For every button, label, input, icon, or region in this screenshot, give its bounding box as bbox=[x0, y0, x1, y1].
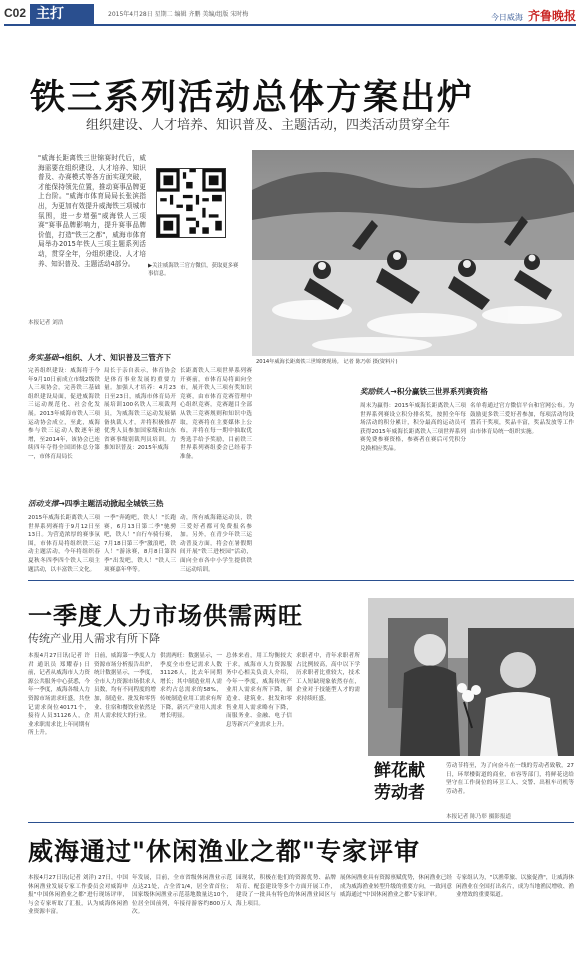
story1-lead: "威海长距离铁三世锦赛时代后，威海需要在组织建设、人才培养、知识普及、办赛模式等各方面实现突破，才能保持领先位置，推动赛事品牌更上台阶。"威海市体育局局长张滨指出，为更加有效提升威海铁三项城市氛围，进一步增强"威海铁人三项赛"赛事品牌影响力，提升赛事品牌价值，打造"铁三之都"，威海市体育局举办2015年铁人三项主题系列活动，贯穿全年，分组织建设、人才培养、知识普及、主题活动4部分。 bbox=[38, 154, 146, 268]
section1-col1: 完善组织建设：威海将于今年9月10日前成立市级2级铁人三项协会，完善铁三基础组织建设局面，促进威海铁三运动规范化、社会化发展。2013年威海市铁人三项运动协会成立，至此，威海参与铁三运动人数逐年递增，至2014年，该协会已连续四年夺得全国团体总分第一，市体育局局长 bbox=[28, 368, 100, 460]
story3-col5: 专家组认为，"以渔带旅、以旅促渔"，让威海休闲渔业在全国打出名片，成为当地渔民增收、渔业增效的重要渠道。 bbox=[456, 875, 574, 899]
photo-flower-gift bbox=[368, 598, 574, 756]
triathlon-photo-image bbox=[252, 150, 574, 356]
photo1-caption: 2014年威海长距离铁三世锦赛现场。 记者 陈乃彰 摄(资料片) bbox=[256, 359, 398, 365]
section3-title: →积分赢铁三世界系列赛资格 bbox=[390, 387, 488, 396]
story2-col1: 本报4月27日讯(记者 许君 通讯员 郑耀春) 日前，记者从威海市人力资源公共服务中心获悉，今年一季度，威海各级人力资源市场需求旺盛，共登记需求岗位40171个，接待人员31126人，企业求职需求比上年同期有所上升。 bbox=[28, 653, 90, 737]
section2-col2: 一季"奔跑吧，铁人！"长跑赛，6月13日第二季"驰骋吧，铁人！"自行车骑行赛，7月18日第三季"激浪吧，铁人！"游泳赛，8月8日第四季"出发吧，铁人！"铁人三项赛嘉年华等。 bbox=[104, 515, 176, 573]
story3-col4: 展休闲渔业具有资源禀赋优势，休闲渔业已经成为威海渔业转型升级的重要方向，一致同意威海通过"中国休闲渔业之都"专家评审。 bbox=[340, 875, 452, 899]
story1-byline: 本报记者 刘浩 bbox=[28, 320, 64, 326]
section3-heading bbox=[360, 386, 488, 397]
story3-col2: 年发展，目前，全市省级休闲渔业示范点达21处，占全省1/4，居全省首位；国家级休闲渔业示范基地数量达10个，位居全国前列，年接待游客约800万人次。 bbox=[132, 875, 232, 916]
masthead bbox=[491, 7, 576, 24]
page-number: C02 bbox=[4, 6, 27, 20]
issue-meta: 2015年4月28日 星期二 编辑 齐鹏 美编/组版 宋时梅 bbox=[108, 11, 249, 18]
qr-arrow-icon: ▶ bbox=[148, 263, 153, 269]
section-label: 主打 bbox=[30, 4, 94, 24]
photo2-byline: 本报记者 陈乃彰 摄影报道 bbox=[446, 814, 512, 820]
story2-col5: 求职者中，青年求职者所占比例较高，高中以下学历求职者比重较大，技术工人短缺现象依然存在，企业对于技能型人才的需求持续旺盛。 bbox=[296, 653, 360, 702]
section1-title: →组织、人才、知识普及三管齐下 bbox=[58, 353, 172, 362]
story3-col3: 园现状，积极在他们的资源优势、品牌培育、配套建设等多个方面开展工作，建设了一批具有特色的休闲渔业园区与海上项目。 bbox=[236, 875, 336, 907]
section1-tag: 务实基础 bbox=[28, 353, 59, 362]
flower-photo-image bbox=[368, 598, 574, 756]
section2-heading bbox=[28, 498, 163, 509]
subhead-story2: 传统产业用人需求有所下降 bbox=[28, 632, 160, 645]
page-header bbox=[4, 4, 576, 26]
story2-col3: 供需两旺：数据显示，一季度全市登记需求人数31126人，比去年同期增长；其中制造业用人需求约占总需求的58%，传统制造业用工需求有所下降，新兴产业用人需求增长明显。 bbox=[160, 653, 222, 720]
photo-triathlon-swimmers bbox=[252, 150, 574, 356]
section2-col3: 动，所有威海籍运动员，铁三爱好者都可免费报名参加。另外，在青少年铁三运动普及方面，将会在暑假期间开展"铁三进校园"活动，面向全市各中小学生提供铁三运动培训。 bbox=[180, 515, 252, 573]
section3-col2: 名单将通过官方微信平台和官网公布。为鼓励更多铁三爱好者参加，每项活动均设置若干奖项，奖品丰富，奖品发放等工作由市体育局统一组织实施。 bbox=[470, 403, 574, 435]
qr-note bbox=[148, 262, 240, 278]
section2-col1: 2015年威海长距离铁人三项世界系列赛将于9月12日至13日。为营造浓厚的赛事氛围，市体育局将组织铁三运动主题活动，今年将组织春夏秋冬四季四个铁人三项主题活动，以丰富铁三文化。 bbox=[28, 515, 100, 573]
photo2-text: 劳动节将至，为了向奋斗在一线的劳动者致敬，27日，环翠楼街道的商业，市容等部门，将鲜花送给坚守在工作岗位的环卫工人、交警、出租车司机等劳动者。 bbox=[446, 763, 574, 795]
subhead-story1: 组织建设、人才培养、知识普及、主题活动，四类活动贯穿全年 bbox=[86, 118, 451, 133]
section3-col1: 周末为赢得：2015年威海长距离铁人三项世界系列赛设立积分排名奖，按照全年每场活动的积分累计，积分最高的运动员可获得2015年威海长距离铁人三项世界系列赛免费参赛资格，参赛者在赛后可凭积分兑换相应奖品。 bbox=[360, 403, 466, 452]
story2-col2: 日前，威海第一季度人力资源市场分析报告出炉，统计数据显示，一季度，全市人力资源市场供求人员数，均有不同程度的增加，制造业、批发和零售业、住宿和餐饮业依然是用人需求较大的行业。 bbox=[94, 653, 156, 720]
qr-code[interactable] bbox=[156, 168, 226, 238]
story2-col4: 总体来看，用工均衡较大于求，威海市人力资源服务中心相关负责人介绍，今年一季度，威海传统产业用人需求有所下降，制造业、建筑业、批发和零售业用人需求略有下降，而服务业、金融、电子信息等新兴产业需求上升。 bbox=[226, 653, 292, 728]
qr-code-image bbox=[157, 169, 225, 237]
section1-col3: 长距离铁人三项世界系列赛开赛前，市体育局将面向全市，展开铁人三项有奖知识竞赛，由市体育竞赛管理中心组织竞赛，竞赛题目全部从铁三竞赛规则和知识中选取，竞赛将在主要媒体上公布，并将在每一期中抽取优秀选手给予奖励，目前铁三世界系列赛组委会已经着手准备。 bbox=[180, 368, 252, 460]
story3-col1: 本报4月27日讯(记者 刘洋) 27日，中国休闲渔业发展专家工作委员会对威海申报"中国休闲渔业之都"进行现场评审，与会专家听取了汇报，认为威海休闲渔业资源丰富。 bbox=[28, 875, 128, 916]
divider-1 bbox=[28, 580, 574, 581]
section2-title: →四季主题活动掀起全城铁三热 bbox=[58, 499, 164, 508]
headline-story2: 一季度人力市场供需两旺 bbox=[28, 601, 303, 630]
masthead-brand: 齐鲁晚报 bbox=[527, 9, 576, 23]
section1-heading bbox=[28, 352, 171, 363]
section2-tag: 活动支撑 bbox=[28, 499, 59, 508]
headline-story3: 威海通过"休闲渔业之都"专家评审 bbox=[28, 837, 421, 866]
divider-2 bbox=[28, 822, 574, 823]
headline-story1: 铁三系列活动总体方案出炉 bbox=[30, 77, 475, 118]
section3-tag: 奖励铁人 bbox=[360, 387, 391, 396]
section1-col2: 局长于亲自表示，体育协会是体育事业发展的重要力量。加强人才培养：4月23日至23日，威海市体育局开展培训100名铁人三项裁判员，为威海铁三运动发展储备执裁人才，并将积极推荐优秀人员参加国家级和山东省赛事级别裁判员培训。力推知识普及：2015年威海 bbox=[104, 368, 176, 452]
photo2-title: 鲜花献劳动者 bbox=[374, 761, 425, 803]
qr-note-text: 关注威海铁三官方微信，获取更多赛事信息。 bbox=[148, 263, 239, 277]
masthead-small: 今日威海 bbox=[490, 13, 523, 22]
